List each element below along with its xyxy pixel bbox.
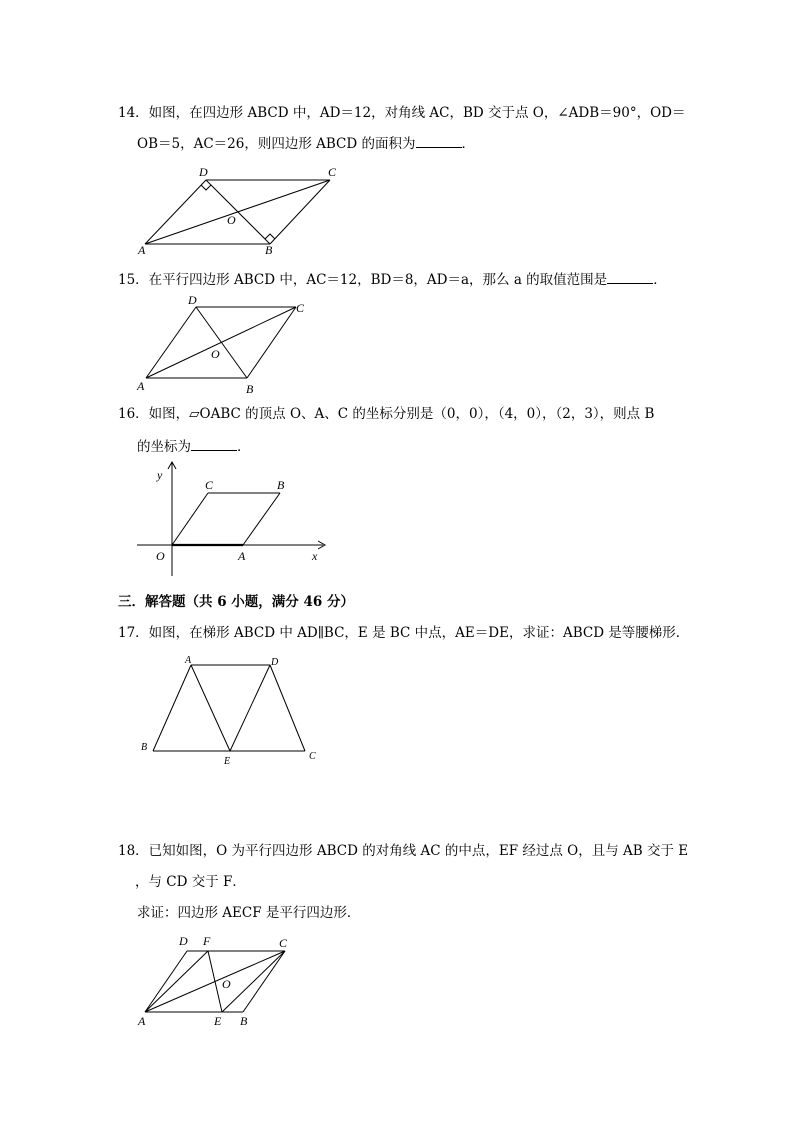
q17-label-e: E: [224, 756, 231, 767]
q18-label-a: A: [138, 1014, 146, 1028]
q17-segment-ae: [191, 665, 230, 751]
q16-side-oc: [172, 493, 208, 545]
q16-label-y: y: [157, 468, 163, 482]
q15-label-b: B: [246, 382, 254, 396]
q17-figure: [138, 652, 328, 770]
q14-side-ad: [145, 180, 206, 244]
q16-label-b: B: [277, 478, 285, 492]
q18-line3: 求证：四边形 AECF 是平行四边形．: [137, 905, 361, 921]
q16-label-o: O: [156, 549, 165, 563]
q14-line2-text: OB＝5，AC＝26，则四边形 ABCD 的面积为: [137, 136, 416, 152]
q15-side-ad: [146, 307, 196, 378]
q14-line2: [137, 135, 475, 153]
q18-label-f: F: [203, 934, 211, 948]
q14-side-cb: [270, 180, 330, 244]
q15-diagonal-bd: [196, 307, 247, 378]
q14-right-angle-d: [201, 185, 211, 190]
q18-line1: 18．已知如图，O 为平行四边形 ABCD 的对角线 AC 的中点，EF 经过点 O，且与 AB 交于 E: [118, 843, 689, 859]
q17-label-a: A: [185, 655, 192, 666]
q14-label-d: D: [199, 165, 208, 179]
q16-figure: [135, 460, 335, 580]
q17-side-dc: [270, 665, 305, 751]
q17-line1: 17．如图，在梯形 ABCD 中 AD∥BC，E 是 BC 中点，AE＝DE，求证：ABCD 是等腰梯形．: [118, 625, 690, 641]
q14-label-o: O: [227, 213, 236, 227]
q16-line2-end: ．: [237, 439, 251, 455]
q16-label-a: A: [238, 549, 246, 563]
q14-line2-end: ．: [461, 136, 475, 152]
q18-segment-af: [145, 951, 208, 1012]
q14-label-a: A: [138, 243, 146, 257]
q16-side-ba: [243, 493, 280, 545]
q17-segment-de: [230, 665, 270, 751]
q14-diagonal-bd: [206, 180, 270, 244]
q16-label-c: C: [205, 478, 214, 492]
q18-label-o: O: [222, 977, 231, 991]
q17-label-c: C: [309, 751, 316, 762]
q16-label-x: x: [312, 549, 318, 563]
q14-figure: [130, 160, 360, 260]
q15-side-cb: [247, 307, 296, 378]
q15-label-c: C: [296, 301, 305, 315]
q15-label-a: A: [137, 379, 145, 393]
q17-label-b: B: [141, 742, 148, 753]
q15-line1: [118, 271, 667, 289]
q14-answer-blank[interactable]: [416, 135, 462, 148]
q17-side-ab: [153, 665, 191, 751]
section3-title: 三．解答题（共 6 小题，满分 46 分）: [118, 594, 354, 610]
q16-line1: 16．如图，▱OABC 的顶点 O、A、C 的坐标分别是（0，0），（4，0），（2，3），则点 B: [118, 406, 655, 422]
q15-line1-text: 15．在平行四边形 ABCD 中，AC＝12，BD＝8，AD＝a，那么 a 的取值范围是: [118, 272, 608, 288]
q18-label-c: C: [279, 936, 288, 950]
q15-line1-end: ．: [653, 272, 667, 288]
q14-label-b: B: [265, 243, 273, 257]
q14-line1: 14．如图，在四边形 ABCD 中，AD＝12，对角线 AC，BD 交于点 O，∠ADB＝90°，OD＝: [118, 105, 686, 121]
q15-figure: [134, 290, 324, 398]
q16-answer-blank[interactable]: [191, 438, 237, 451]
q16-line2-text: 的坐标为: [137, 439, 191, 455]
q18-label-e: E: [214, 1014, 222, 1028]
q17-label-d: D: [271, 657, 279, 668]
q18-line2: ，与 CD 交于 F．: [135, 874, 246, 890]
q18-segment-ec: [222, 951, 285, 1012]
q16-line2: [137, 438, 251, 456]
q15-answer-blank[interactable]: [607, 271, 653, 284]
q15-label-o: O: [211, 347, 220, 361]
q18-label-b: B: [240, 1014, 248, 1028]
q18-label-d: D: [179, 934, 188, 948]
q18-segment-ef: [208, 951, 222, 1012]
q14-label-c: C: [328, 165, 337, 179]
q18-figure: [135, 930, 305, 1030]
q14-right-angle-b: [265, 234, 275, 239]
q15-label-d: D: [188, 293, 197, 307]
